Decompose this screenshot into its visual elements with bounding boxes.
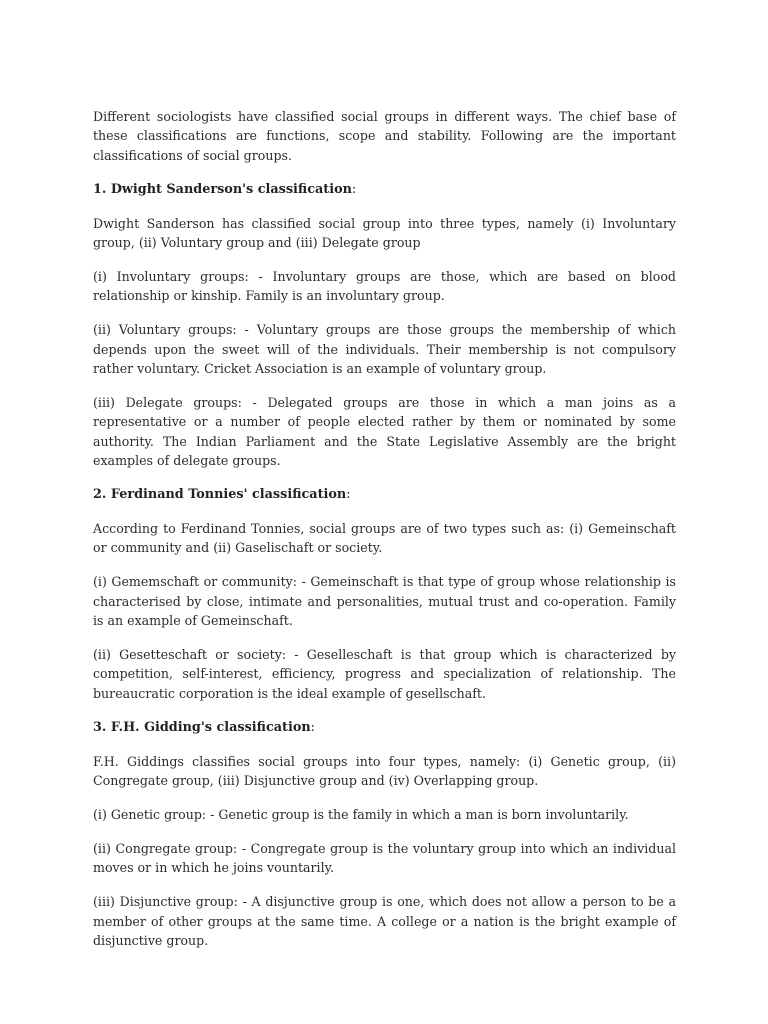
paragraph: F.H. Giddings classifies social groups into four types, namely: (i) Genetic group, (ii) Congregate group, (iii) Disjunctive group and (iv) Overlapping group. <box>93 753 676 789</box>
heading-colon: : <box>351 181 357 197</box>
section-heading-text: 2. Ferdinand Tonnies' classification <box>93 487 347 503</box>
section-heading-tonnies <box>93 485 676 504</box>
paragraph: (iii) Disjunctive group: - A disjunctive group is one, which does not allow a person to be a member of other groups at the same time. A college or a nation is the bright example of disjunctive group. <box>93 894 676 948</box>
paragraph: (i) Involuntary groups: - Involuntary groups are those, which are based on blood relationship or kinship. Family is an involuntary group. <box>93 268 676 304</box>
paragraph: Dwight Sanderson has classified social group into three types, namely (i) Involuntary group, (ii) Voluntary group and (iii) Delegate group <box>93 215 676 251</box>
paragraph: (ii) Gesetteschaft or society: - Geselleschaft is that group which is characterized by competition, self-interest, efficiency, progress and specialization of relationship. The bureaucratic corporation is the ideal example of gesellschaft. <box>93 647 676 701</box>
section-heading-sanderson <box>93 180 676 199</box>
section-heading-text: 3. F.H. Gidding's classification <box>93 719 311 735</box>
paragraph: (ii) Congregate group: - Congregate group is the voluntary group into which an individual moves or in which he joins vountarily. <box>93 840 676 876</box>
paragraph: (iii) Delegate groups: - Delegated groups are those in which a man joins as a representative or a number of people elected rather by them or nominated by some authority. The Indian Parliament and the State Legislative Assembly are the bright examples of delegate groups. <box>93 394 676 469</box>
heading-colon: : <box>346 487 351 503</box>
section-heading-text: 1. Dwight Sanderson's classification <box>93 181 352 197</box>
section-heading-giddings <box>93 718 676 737</box>
paragraph: According to Ferdinand Tonnies, social groups are of two types such as: (i) Gemeinschaft or community and (ii) Gaselischaft or society. <box>93 521 676 556</box>
paragraph: (i) Genetic group: - Genetic group is the family in which a man is born involuntarily. <box>93 806 629 822</box>
heading-colon: : <box>310 719 315 735</box>
intro-paragraph: Different sociologists have classified social groups in different ways. The chief base of these classifications are functions, scope and stability. Following are the important classifications of social groups. <box>93 109 676 163</box>
paragraph: (i) Gememschaft or community: - Gemeinschaft is that type of group whose relationship is characterised by close, intimate and personalities, mutual trust and co-operation. Family is an example of Gemeinschaft. <box>93 574 676 629</box>
document-page <box>93 107 676 965</box>
paragraph: (ii) Voluntary groups: - Voluntary groups are those groups the membership of which depends upon the sweet will of the individuals. Their membership is not compulsory rather voluntary. Cricket Association is an example of voluntary group. <box>93 322 676 377</box>
